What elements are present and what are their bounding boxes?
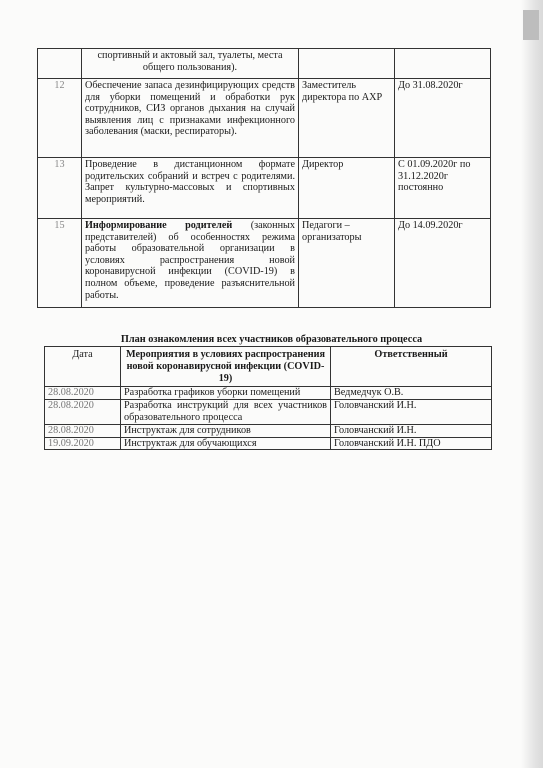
responsible-cell <box>299 49 395 79</box>
event-cell: Инструктаж для сотрудников <box>121 424 331 437</box>
table-row <box>45 387 492 400</box>
table-row <box>38 158 491 219</box>
responsible-cell: Педагоги – организаторы <box>299 219 395 308</box>
event-header: Мероприятия в условиях распространения новой коронавирусной инфекции (COVID-19) <box>121 347 331 387</box>
date-header: Дата <box>45 347 121 387</box>
table-row <box>38 49 491 79</box>
row-number: 12 <box>38 79 82 158</box>
plan-table <box>44 346 492 450</box>
table-row <box>45 437 492 450</box>
row-number: 15 <box>38 219 82 308</box>
responsible-cell: Головчанский И.Н. <box>331 424 492 437</box>
deadline-cell: До 31.08.2020г <box>395 79 491 158</box>
activity-cell: Проведение в дистанционном формате родительских собраний и встреч с родителями. Запрет культурно-массовых и спортивных мероприятий. <box>82 158 299 219</box>
table-row <box>38 219 491 308</box>
date-cell: 28.08.2020 <box>45 424 121 437</box>
activity-cell <box>82 219 299 308</box>
row-number <box>38 49 82 79</box>
table-row <box>45 424 492 437</box>
event-cell: Разработка графиков уборки помещений <box>121 387 331 400</box>
responsible-cell: Головчанский И.Н. ПДО <box>331 437 492 450</box>
table-row <box>45 400 492 425</box>
event-cell: Инструктаж для обучающихся <box>121 437 331 450</box>
event-cell: Разработка инструкций для всех участников образовательного процесса <box>121 400 331 425</box>
activity-cell: спортивный и актовый зал, туалеты, места общего пользования). <box>82 49 299 79</box>
responsible-cell: Ведмедчук О.В. <box>331 387 492 400</box>
scan-mark <box>523 10 539 40</box>
measures-table <box>37 48 491 308</box>
deadline-cell: С 01.09.2020г по 31.12.2020г постоянно <box>395 158 491 219</box>
activity-text: (законных представителей) об особенностях режима работы образовательной организации в условиях распространения новой коронавирусной инфекции (COVID-19) в полном объеме, проведение разъяснительной работы. <box>85 220 295 301</box>
scan-edge <box>521 0 543 768</box>
responsible-cell: Головчанский И.Н. <box>331 400 492 425</box>
responsible-cell: Заместитель директора по АХР <box>299 79 395 158</box>
deadline-cell: До 14.09.2020г <box>395 219 491 308</box>
date-cell: 28.08.2020 <box>45 387 121 400</box>
activity-cell: Обеспечение запаса дезинфицирующих средств для уборки помещений и обработки рук сотрудников, СИЗ органов дыхания на случай выявления лиц с признаками инфекционного заболевания (маски, респираторы). <box>82 79 299 158</box>
responsible-header: Ответственный <box>331 347 492 387</box>
row-number: 13 <box>38 158 82 219</box>
activity-bold: Информирование родителей <box>85 220 233 231</box>
responsible-cell: Директор <box>299 158 395 219</box>
plan-title: План ознакомления всех участников образовательного процесса <box>120 334 423 345</box>
date-cell: 19.09.2020 <box>45 437 121 450</box>
header-row <box>45 347 492 387</box>
table-row <box>38 79 491 158</box>
date-cell: 28.08.2020 <box>45 400 121 425</box>
deadline-cell <box>395 49 491 79</box>
